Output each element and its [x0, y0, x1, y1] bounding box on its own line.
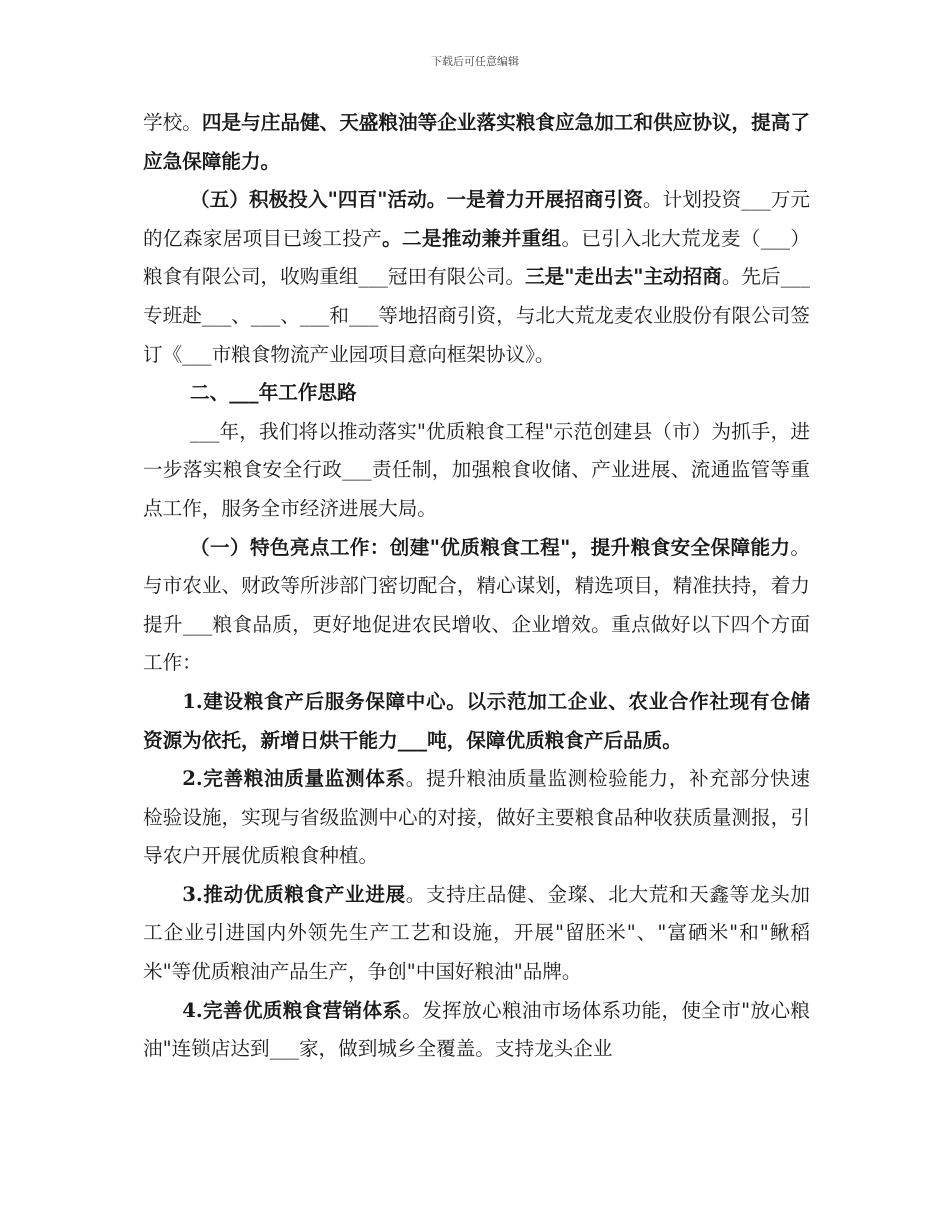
bold-text-run: 4.完善优质粮食营销体系	[182, 998, 403, 1022]
bold-text-run: 1.建设粮食产后服务保障中心。以示范加工企业、农业合作社现有仓储资源为依托，新增日烘干能力___吨，保障优质粮食产后品质。	[143, 689, 810, 752]
paragraph	[143, 760, 810, 876]
paragraph	[143, 413, 810, 529]
bold-text-run: （一）特色亮点工作：创建"优质粮食工程"，提升粮食安全保障能力	[190, 535, 791, 559]
text-run: 。提升粮油质量监测检验能力，补充部分快速检验设施，实现与省级监测中心的对接，做好主要粮食品种收获质量测报，引导农户开展优质粮食种植。	[143, 767, 810, 868]
bold-text-run: （五）积极投入"四百"活动。一是着力开展招商引资	[190, 188, 644, 212]
text-run: 。先后___专班赴___、___、___和___等地招商引资，与北大荒龙麦农业股份有限公司签订《___市粮食物流产业园项目意向框架协议》。	[143, 265, 811, 366]
page-header: 下载后可任意编辑	[431, 55, 519, 68]
document-body	[143, 104, 810, 1069]
bold-text-run: 2.完善粮油质量监测体系	[182, 767, 406, 791]
bold-text-run: 。二是推动兼并重组	[382, 226, 562, 250]
bold-text-run: 二、___年工作思路	[190, 381, 357, 405]
paragraph	[143, 876, 810, 992]
paragraph	[143, 181, 810, 374]
text-run: 。计划投资___万元的亿森家居项目已竣工投产	[143, 188, 810, 250]
text-run: ___年，我们将以推动落实"优质粮食工程"示范创建县（市）为抓手，进一步落实粮食安全行政___责任制，加强粮食收储、产业进展、流通监管等重点工作，服务全市经济进展大局。	[143, 419, 810, 520]
paragraph	[143, 992, 810, 1069]
text-run: 。已引入北大荒龙麦（___）粮食有限公司，收购重组___冠田有限公司。	[143, 226, 811, 289]
paragraph	[143, 529, 810, 683]
text-run: 。支持庄品健、金璨、北大荒和天鑫等龙头加工企业引进国内外领先生产工艺和设施，开展"留胚米"、"富硒米"和"鳅稻米"等优质粮油产品生产，争创"中国好粮油"品牌。	[143, 882, 810, 984]
section-heading	[143, 374, 810, 413]
text-run: 学校。	[143, 111, 202, 134]
bold-text-run: 3.推动优质粮食产业进展	[182, 882, 406, 906]
bold-text-run: 三是"走出去"主动招商	[525, 265, 722, 289]
bold-text-run: 四是与庄品健、天盛粮油等企业落实粮食应急加工和供应协议，提高了应急保障能力。	[143, 111, 811, 173]
text-run: 。与市农业、财政等所涉部门密切配合，精心谋划，精选项目，精准扶持，着力提升___粮食品质，更好地促进农民增收、企业增效。重点做好以下四个方面工作：	[143, 535, 810, 675]
text-run: 。发挥放心粮油市场体系功能，使全市"放心粮油"连锁店达到___家，做到城乡全覆盖。支持龙头企业	[143, 998, 810, 1061]
paragraph	[143, 104, 810, 181]
paragraph	[143, 683, 810, 760]
